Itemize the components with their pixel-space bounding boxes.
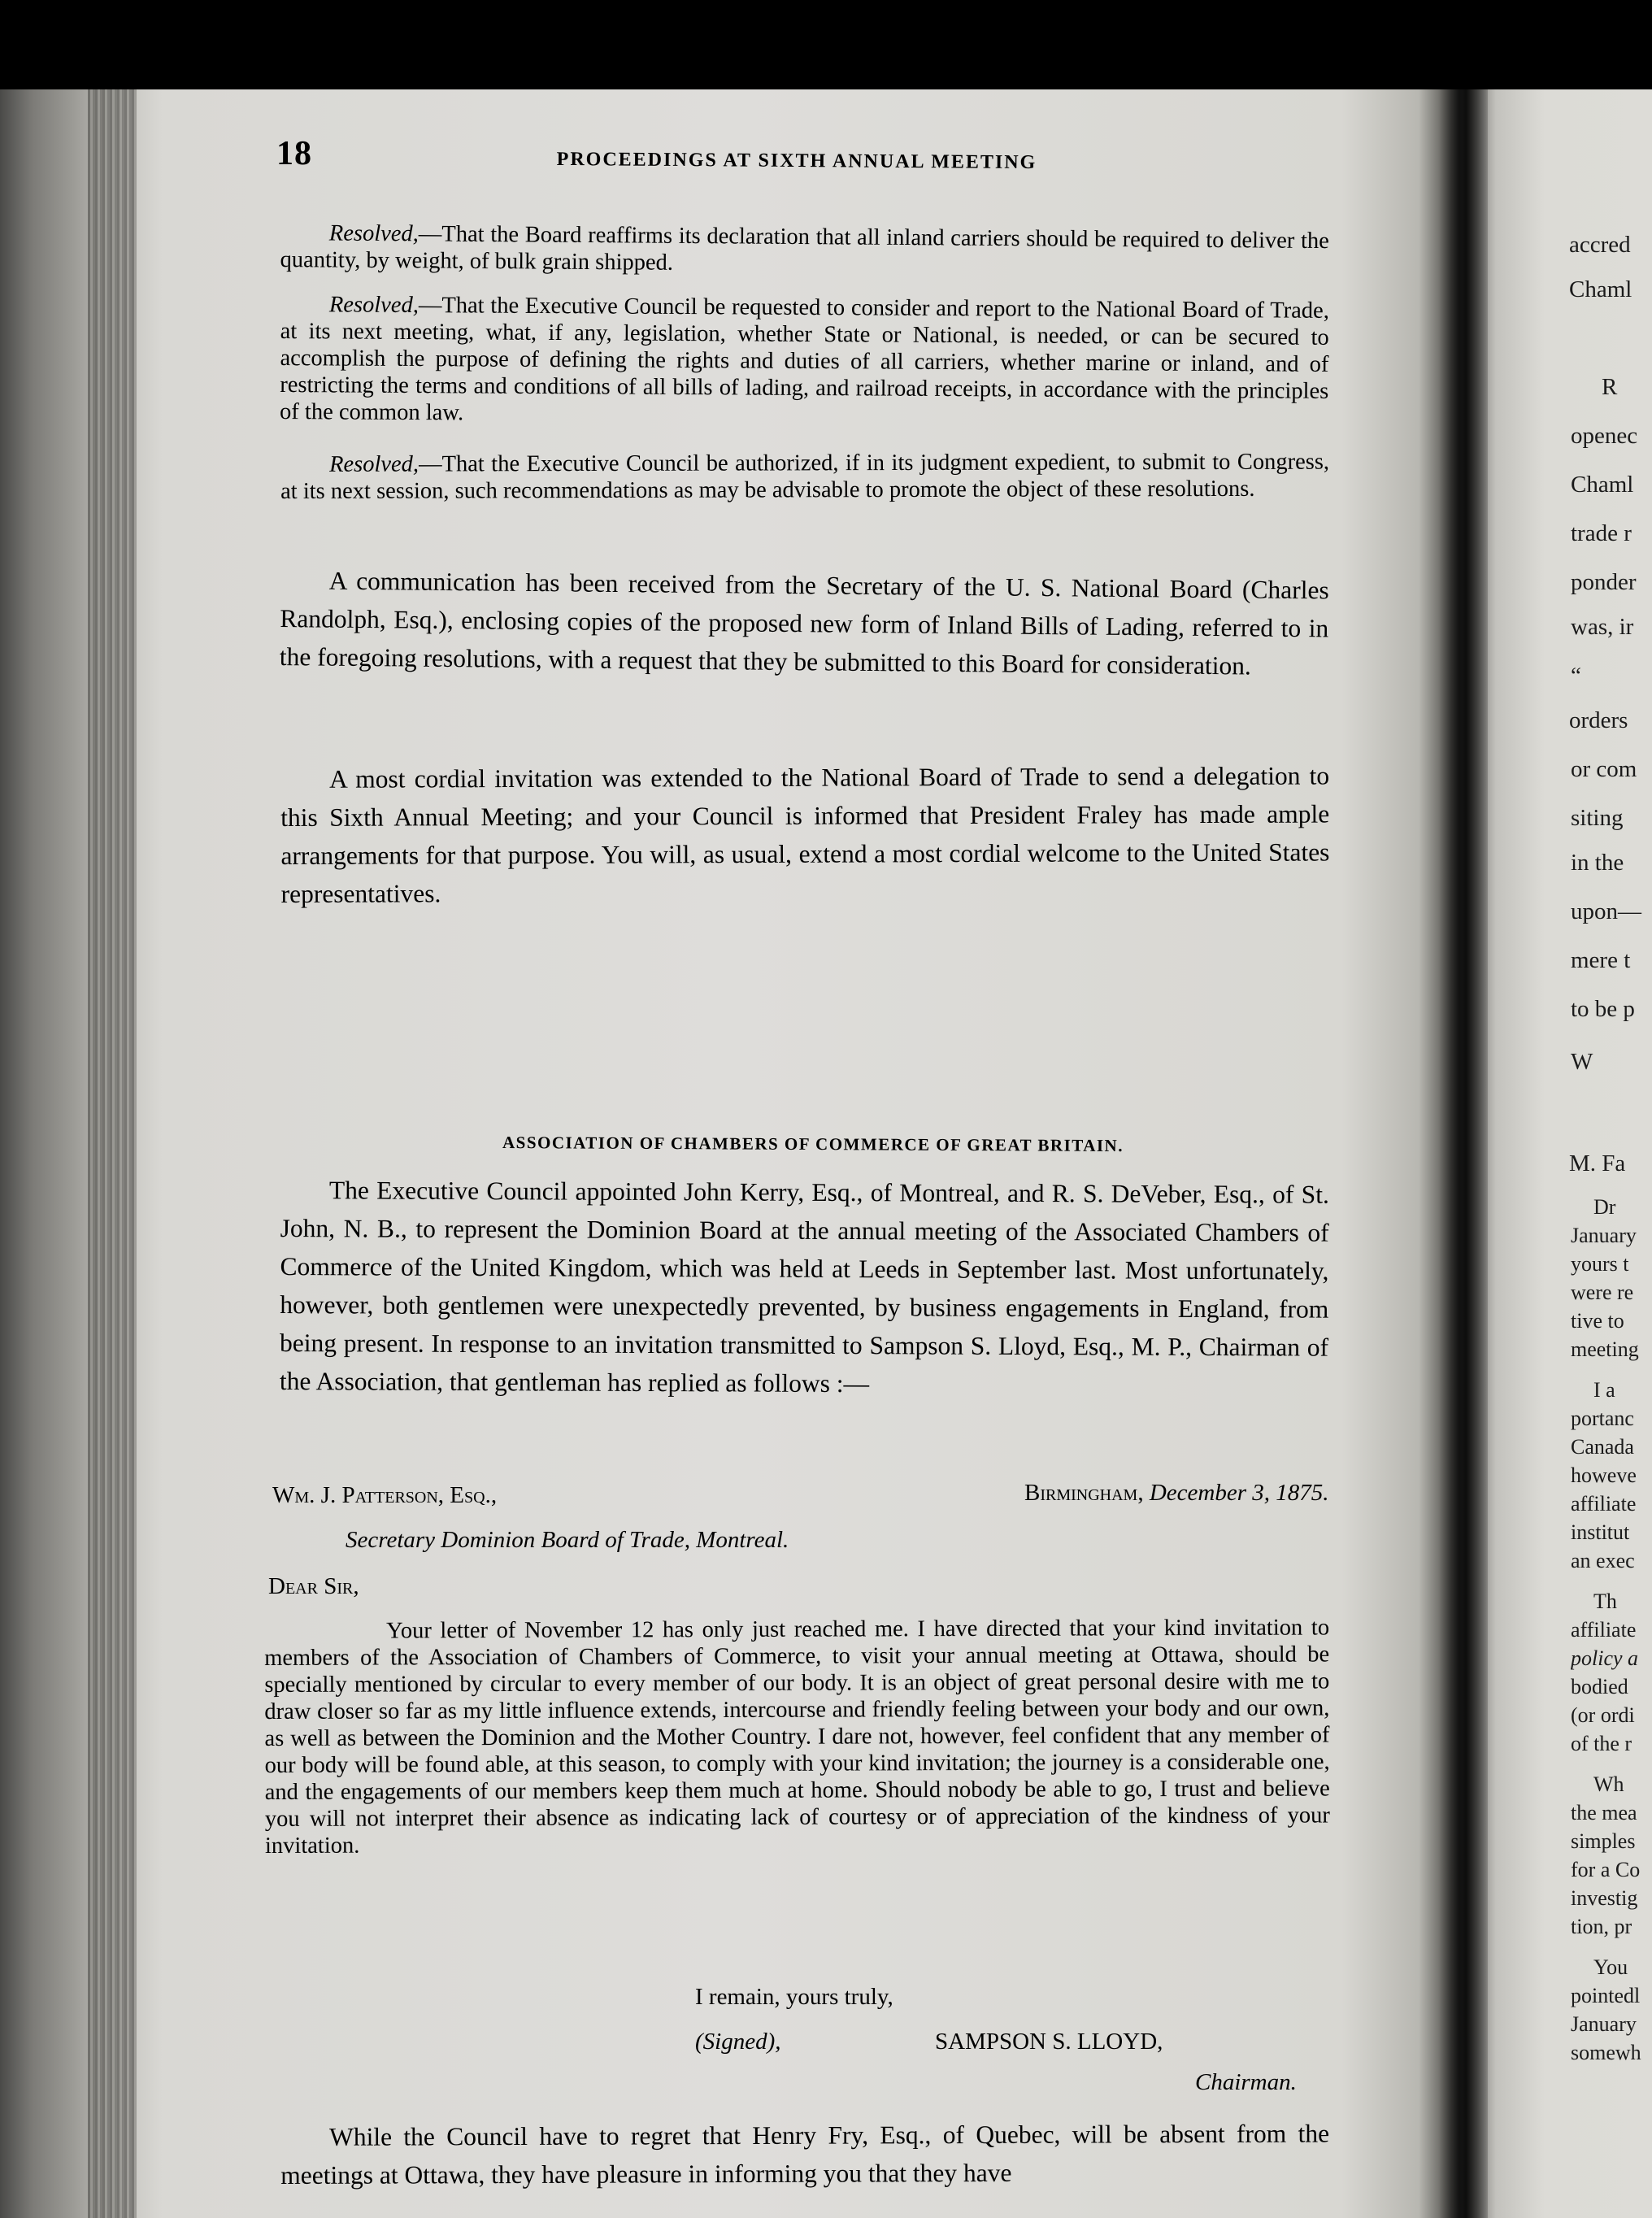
letter-place: Birmingham, xyxy=(1024,1480,1144,1506)
right-page-fragment: Chaml xyxy=(1569,276,1632,302)
running-head: PROCEEDINGS AT SIXTH ANNUAL MEETING xyxy=(556,148,1037,174)
right-page-fragment: in the xyxy=(1571,850,1624,876)
page-number: 18 xyxy=(276,135,312,172)
right-page-fragment: Chaml xyxy=(1571,472,1634,498)
right-page-fragment: W xyxy=(1571,1049,1593,1075)
right-page-fragment: trade r xyxy=(1571,520,1632,546)
right-page-fragment: affiliate xyxy=(1571,1492,1637,1516)
right-page-fragment: howeve xyxy=(1571,1463,1637,1487)
paragraph-communication-text: A communication has been received from the Secretary of the U. S. National Board (Charles Randolph, Esq.), enclosing copies of the proposed new form of Inland Bills of Lading, referred to in the foregoing resolutions, with a request that they be submitted to this Board for consideration. xyxy=(279,566,1329,681)
right-page-fragment: meeting xyxy=(1571,1337,1639,1361)
right-page-fragment: Wh xyxy=(1593,1772,1624,1796)
right-page-fragment: simples xyxy=(1571,1829,1636,1853)
paragraph-final-text: While the Council have to regret that Henry Fry, Esq., of Quebec, will be absent from the meetings at Ottawa, they have pleasure in informing you that they have xyxy=(280,2119,1330,2190)
letter-addressee: Wm. J. Patterson, Esq., xyxy=(272,1482,498,1508)
right-page-fragment: ponder xyxy=(1571,569,1637,595)
right-page-fragment: of the r xyxy=(1571,1732,1632,1755)
right-page-fragment: “ xyxy=(1571,663,1581,689)
right-page-fragment: pointedl xyxy=(1571,1984,1641,2007)
right-page-fragment: I a xyxy=(1593,1378,1615,1402)
right-page-fragment: January xyxy=(1571,1224,1637,1247)
right-page-fragment: institut xyxy=(1571,1520,1630,1544)
resolution-1 xyxy=(280,220,1328,281)
right-page-fragment: affiliate xyxy=(1571,1618,1637,1642)
right-page-fragment: somewh xyxy=(1571,2041,1641,2064)
right-page-fragment: mere t xyxy=(1571,947,1631,973)
paragraph-association-text: The Executive Council appointed John Kerry, Esq., of Montreal, and R. S. DeVeber, Esq., of St. John, N. B., to represent the Dominion Board at the annual meeting of the Associated Chambers of Commerce of the United Kingdom, which was held at Leeds in September last. Most unfortunately, however, both gentlemen were unexpectedly prevented, by business engagements in England, from being present. In response to an invitation transmitted to Sampson S. Lloyd, Esq., M. P., Chairman of the Association, that gentleman has replied as follows :— xyxy=(279,1176,1329,1398)
letter-body-text: Your letter of November 12 has only just reached me. I have directed that your kind invitation to members of the Association of Chambers of Commerce, to visit your annual meeting at Ottawa, should be specially mentioned by circular to every member of our body. It is an object of great personal desire with me to draw closer so far as my little influence extends, intercourse and friendly feeling between your body and our own, as well as between the Dominion and the Mother Country. I dare not, however, feel confident that any member of our body will be found able, at this season, to comply with your kind invitation; the journey is a considerable one, and the engagements of our members keep them much at home. Should nobody be able to go, I trust and believe you will not interpret their absence as indicating lack of courtesy or of appreciation of the kindness of your invitation. xyxy=(264,1615,1330,1859)
letter-signer: SAMPSON S. LLOYD, xyxy=(935,2029,1163,2055)
resolution-label: Resolved, xyxy=(328,220,419,247)
letter-signed xyxy=(695,2029,781,2055)
right-page-fragment: tive to xyxy=(1571,1309,1624,1333)
resolution-text: —That the Executive Council be authorized, if in its judgment expedient, to submit to Congress, at its next session, such recommendations as may be advisable to promote the object of these resolutions. xyxy=(280,449,1330,504)
letter-body xyxy=(264,1614,1330,1859)
letter-addressee-title xyxy=(346,1527,789,1554)
resolution-label: Resolved, xyxy=(328,292,419,319)
right-page-fragment: Th xyxy=(1593,1590,1617,1613)
resolution-3 xyxy=(280,449,1329,505)
section-heading: ASSOCIATION OF CHAMBERS OF COMMERCE OF GREAT BRITAIN. xyxy=(502,1133,1124,1155)
right-page-fragment: were re xyxy=(1571,1281,1634,1304)
right-page-fragment: was, ir xyxy=(1571,614,1634,640)
resolution-text: —That the Board reaffirms its declaration that all inland carriers should be required to deliver the quantity, by weight, of bulk grain shipped. xyxy=(280,221,1329,276)
right-page-fragment: upon— xyxy=(1571,898,1641,924)
right-page-fragment: accred xyxy=(1569,232,1631,258)
right-page-fragment: investig xyxy=(1571,1886,1638,1910)
letter-signer-title-text: Chairman. xyxy=(1195,2069,1297,2095)
letter-closing: I remain, yours truly, xyxy=(695,1984,893,2010)
right-page-fragment: siting xyxy=(1571,805,1624,831)
right-page-fragment: portanc xyxy=(1571,1407,1634,1430)
right-page-fragment: yours t xyxy=(1571,1252,1629,1276)
letter-signed-text: (Signed), xyxy=(695,2029,781,2055)
right-page-fragment: openec xyxy=(1571,423,1638,449)
right-page-fragment: Canada xyxy=(1571,1435,1634,1459)
paragraph-invitation-text: A most cordial invitation was extended to the National Board of Trade to send a delegation to this Sixth Annual Meeting; and your Council is informed that President Fraley has made ample arrangements for that purpose. You will, as usual, extend a most cordial welcome to the United States representatives. xyxy=(280,761,1330,908)
resolution-2 xyxy=(280,291,1329,432)
right-page-fragment: an exec xyxy=(1571,1549,1635,1572)
right-page-fragment: or com xyxy=(1571,756,1637,782)
paragraph-final xyxy=(280,2114,1329,2194)
right-page-fragment: orders xyxy=(1569,707,1628,733)
right-page-fragment: Dr xyxy=(1593,1195,1616,1219)
letter-salutation: Dear Sir, xyxy=(268,1573,359,1599)
right-page-fragment: tion, pr xyxy=(1571,1915,1632,1938)
page-edge-stack xyxy=(88,89,137,2218)
right-page-fragment: bodied xyxy=(1571,1675,1628,1698)
right-page-fragment: M. Fa xyxy=(1569,1150,1626,1176)
letter-date: December 3, 1875. xyxy=(1149,1480,1329,1506)
resolution-text: —That the Executive Council be requested to consider and report to the National Board of Trade, at its next meeting, what, if any, legislation, whether State or National, is needed, or can be secured to accomplish the purpose of defining the rights and duties of all carriers, whether marine or inland, and of restricting the terms and conditions of all bills of lading, and railroad receipts, in accordance with the principles of the common law. xyxy=(279,293,1329,426)
paragraph-communication xyxy=(280,561,1329,685)
book-gutter xyxy=(1439,89,1488,2218)
right-page-fragment: January xyxy=(1571,2012,1637,2036)
letter-signer-title xyxy=(1195,2069,1297,2096)
right-page-fragment: You xyxy=(1593,1955,1628,1979)
letter-addressee-title-text: Secretary Dominion Board of Trade, Montreal. xyxy=(346,1527,789,1553)
right-page-fragment: the mea xyxy=(1571,1801,1637,1824)
right-page-fragment: to be p xyxy=(1571,996,1635,1022)
resolution-label: Resolved, xyxy=(329,451,420,477)
right-page-fragment: R xyxy=(1602,374,1618,400)
paragraph-invitation xyxy=(280,756,1330,913)
paragraph-association xyxy=(280,1171,1329,1405)
letter-dateline xyxy=(1024,1480,1329,1507)
right-page-fragment: policy a xyxy=(1571,1646,1639,1670)
right-page-fragment: for a Co xyxy=(1571,1858,1641,1881)
right-page-fragment: (or ordi xyxy=(1571,1703,1635,1727)
